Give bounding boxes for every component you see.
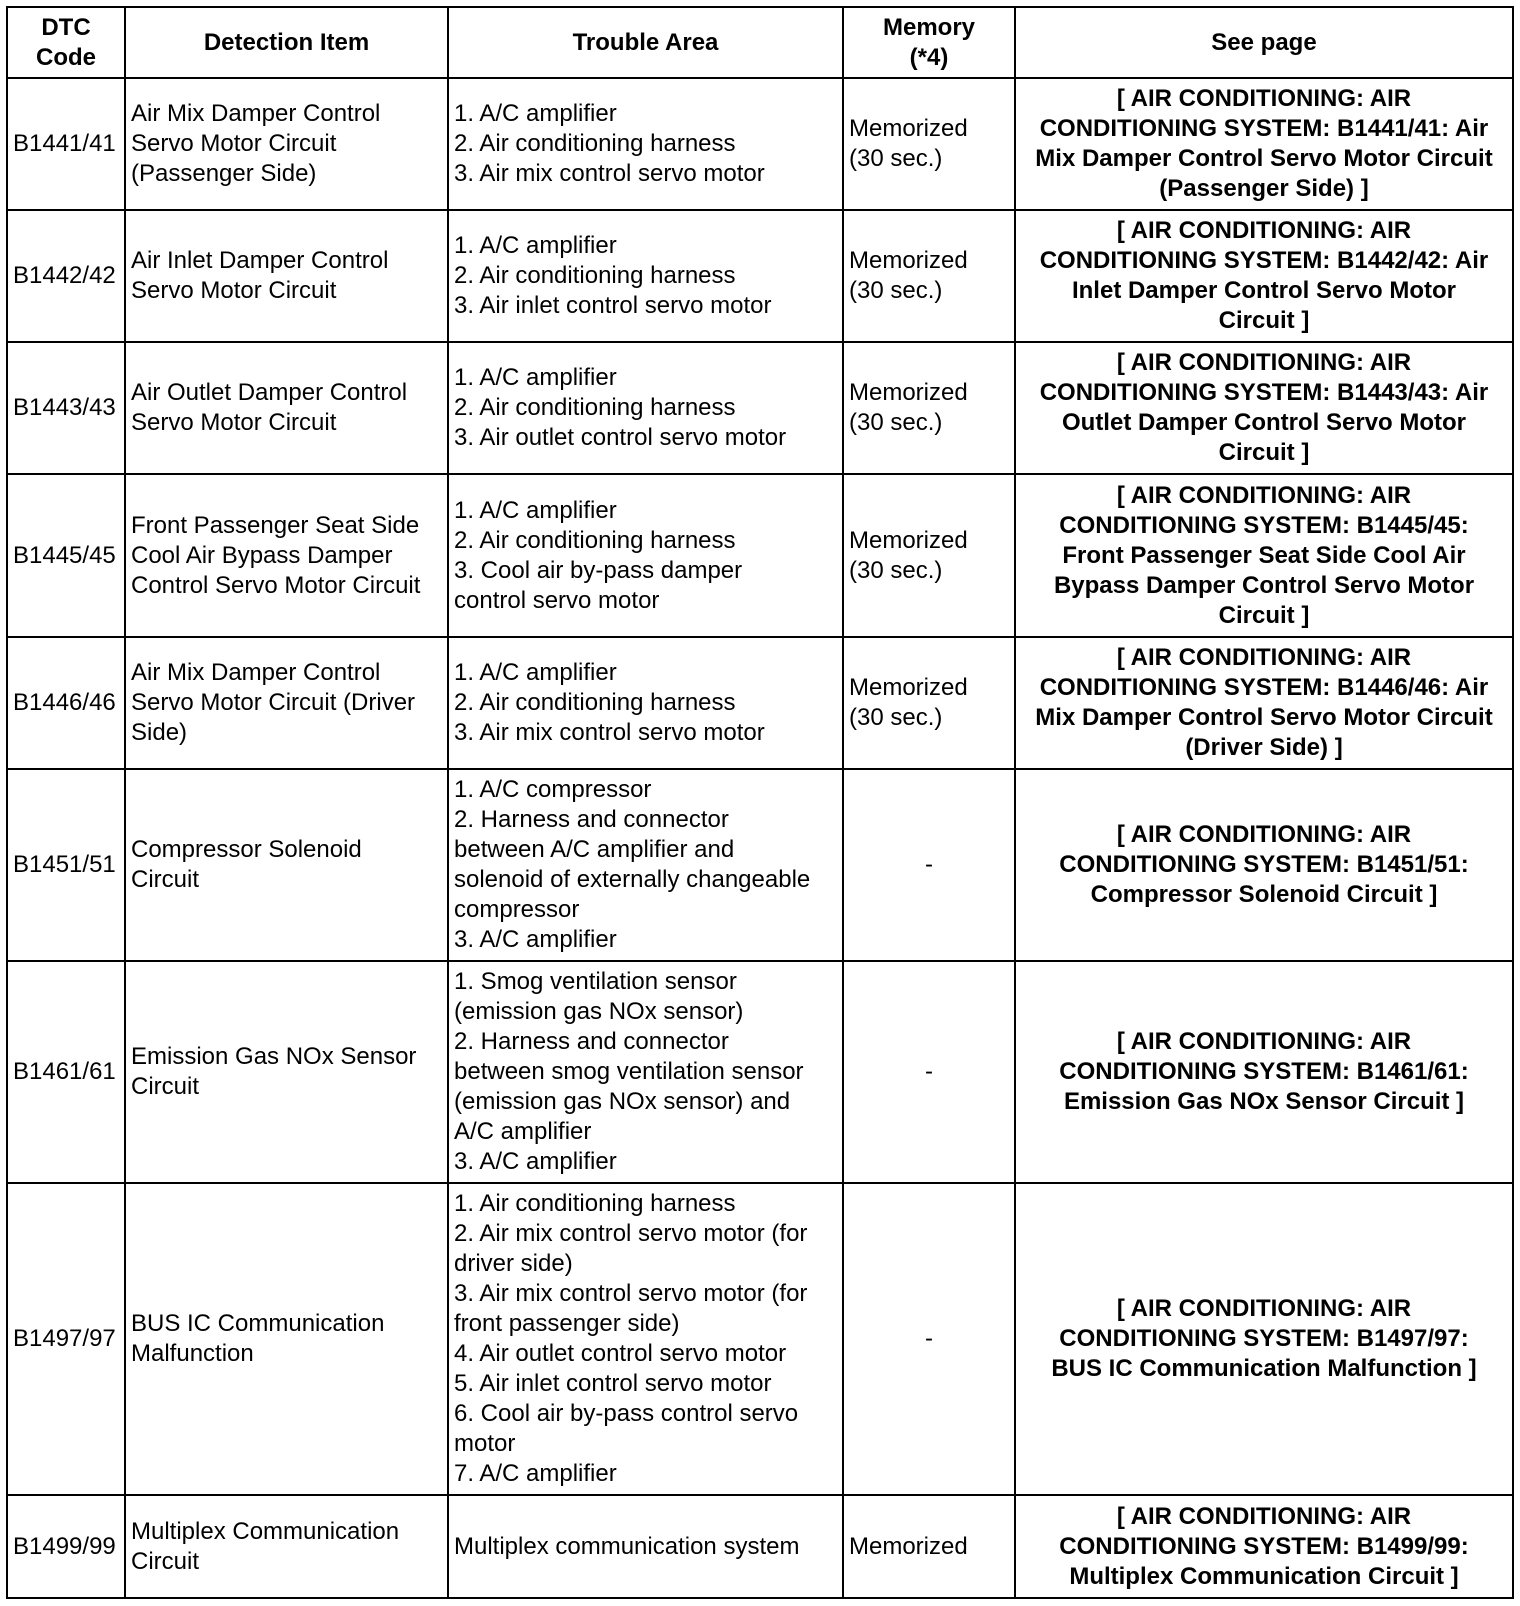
memory-cell-line: Memorized bbox=[849, 247, 968, 274]
table-body bbox=[7, 78, 1513, 1598]
memory-cell bbox=[843, 78, 1015, 210]
trouble-area-cell bbox=[448, 769, 843, 961]
detection-item-cell-line: (Passenger Side) bbox=[131, 160, 317, 187]
dtc-code-cell: B1497/97 bbox=[7, 1183, 125, 1495]
see-page-cell-line: [ AIR CONDITIONING: AIR bbox=[1116, 644, 1412, 671]
trouble-area-cell-line: 2. Air conditioning harness bbox=[454, 394, 736, 421]
memory-cell-line: (30 sec.) bbox=[849, 704, 943, 731]
detection-item-cell bbox=[125, 961, 448, 1183]
see-page-cell-line: Circuit ] bbox=[1218, 439, 1310, 466]
dtc-code-cell: B1446/46 bbox=[7, 637, 125, 769]
see-page-cell bbox=[1015, 769, 1513, 961]
trouble-area-cell-line: 4. Air outlet control servo motor bbox=[454, 1340, 787, 1367]
detection-item-cell-line: Air Inlet Damper Control bbox=[131, 247, 389, 274]
detection-item-cell-line: Side) bbox=[131, 719, 188, 746]
memory-cell-line: - bbox=[925, 1058, 933, 1085]
trouble-area-cell-line: 2. Air mix control servo motor (for bbox=[454, 1220, 808, 1247]
trouble-area-cell-line: 3. A/C amplifier bbox=[454, 926, 617, 953]
table-row bbox=[7, 1495, 1513, 1598]
dtc-code-cell: B1499/99 bbox=[7, 1495, 125, 1598]
see-page-cell-line: [ AIR CONDITIONING: AIR bbox=[1116, 481, 1412, 509]
memory-cell bbox=[843, 474, 1015, 637]
detection-item-cell bbox=[125, 1495, 448, 1598]
table-row bbox=[7, 210, 1513, 342]
table-row bbox=[7, 474, 1513, 637]
see-page-cell-line: [ AIR CONDITIONING: AIR bbox=[1116, 821, 1412, 848]
see-page-cell-line: Mix Damper Control Servo Motor Circuit bbox=[1035, 704, 1493, 731]
trouble-area-cell-line: solenoid of externally changeable bbox=[454, 866, 811, 893]
trouble-area-cell-line: 1. Smog ventilation sensor bbox=[454, 968, 737, 995]
trouble-area-cell-line: 1. A/C amplifier bbox=[454, 100, 617, 127]
trouble-area-cell-line: 6. Cool air by-pass control servo bbox=[454, 1400, 799, 1427]
memory-cell bbox=[843, 1495, 1015, 1598]
see-page-cell-line: Emission Gas NOx Sensor Circuit ] bbox=[1063, 1088, 1465, 1115]
detection-item-cell-line: Circuit bbox=[131, 1073, 200, 1100]
dtc-code-cell: B1443/43 bbox=[7, 342, 125, 474]
header-see-page: See page bbox=[1015, 7, 1513, 78]
detection-item-cell bbox=[125, 342, 448, 474]
detection-item-cell bbox=[125, 1183, 448, 1495]
dtc-code-cell: B1441/41 bbox=[7, 78, 125, 210]
memory-cell-line: - bbox=[925, 1325, 933, 1352]
see-page-cell-line: Multiplex Communication Circuit ] bbox=[1069, 1562, 1459, 1590]
trouble-area-cell-line: front passenger side) bbox=[454, 1310, 680, 1337]
trouble-area-cell-line: A/C amplifier bbox=[454, 1118, 592, 1145]
trouble-area-cell-line: between smog ventilation sensor bbox=[454, 1058, 804, 1085]
see-page-cell-line: [ AIR CONDITIONING: AIR bbox=[1116, 85, 1412, 112]
trouble-area-cell-line: 2. Harness and connector bbox=[454, 806, 729, 833]
see-page-cell-line: Mix Damper Control Servo Motor Circuit bbox=[1035, 145, 1493, 172]
trouble-area-cell-line: 2. Air conditioning harness bbox=[454, 689, 736, 716]
detection-item-cell-line: Air Mix Damper Control bbox=[131, 100, 381, 127]
memory-cell bbox=[843, 342, 1015, 474]
detection-item-cell-line: Servo Motor Circuit bbox=[131, 409, 337, 436]
dtc-code-cell: B1445/45 bbox=[7, 474, 125, 637]
see-page-cell-line: [ AIR CONDITIONING: AIR bbox=[1116, 1028, 1412, 1055]
trouble-area-cell bbox=[448, 342, 843, 474]
detection-item-cell bbox=[125, 769, 448, 961]
detection-item-cell-line: Servo Motor Circuit bbox=[131, 130, 337, 157]
see-page-cell-line: Circuit ] bbox=[1218, 307, 1310, 334]
see-page-cell-line: [ AIR CONDITIONING: AIR bbox=[1116, 217, 1412, 244]
memory-cell bbox=[843, 210, 1015, 342]
see-page-cell-line: CONDITIONING SYSTEM: B1443/43: Air bbox=[1039, 379, 1489, 406]
detection-item-cell-line: Compressor Solenoid bbox=[131, 836, 362, 863]
see-page-cell-line: (Passenger Side) ] bbox=[1159, 175, 1369, 202]
see-page-cell bbox=[1015, 342, 1513, 474]
trouble-area-cell-line: 2. Air conditioning harness bbox=[454, 262, 736, 289]
trouble-area-cell-line: 3. A/C amplifier bbox=[454, 1148, 617, 1175]
trouble-area-cell-line: driver side) bbox=[454, 1250, 573, 1277]
trouble-area-cell-line: 1. Air conditioning harness bbox=[454, 1190, 736, 1217]
trouble-area-cell-line: 7. A/C amplifier bbox=[454, 1460, 617, 1487]
table-row bbox=[7, 637, 1513, 769]
table-row bbox=[7, 78, 1513, 210]
detection-item-cell bbox=[125, 210, 448, 342]
detection-item-cell bbox=[125, 474, 448, 637]
see-page-cell-line: Outlet Damper Control Servo Motor bbox=[1061, 409, 1467, 436]
detection-item-cell-line: Control Servo Motor Circuit bbox=[131, 571, 421, 599]
table-row bbox=[7, 1183, 1513, 1495]
table-row bbox=[7, 342, 1513, 474]
detection-item-cell bbox=[125, 78, 448, 210]
see-page-cell-line: Circuit ] bbox=[1218, 601, 1310, 629]
trouble-area-cell-line: 3. Cool air by-pass damper bbox=[454, 556, 743, 584]
trouble-area-cell bbox=[448, 1183, 843, 1495]
see-page-cell bbox=[1015, 1495, 1513, 1598]
trouble-area-cell-line: Multiplex communication system bbox=[454, 1532, 800, 1560]
see-page-cell-line: CONDITIONING SYSTEM: B1445/45: bbox=[1059, 511, 1469, 539]
trouble-area-cell-line: motor bbox=[454, 1430, 516, 1457]
see-page-cell-line: Front Passenger Seat Side Cool Air bbox=[1062, 541, 1466, 569]
table-row bbox=[7, 961, 1513, 1183]
detection-item-cell-line: Malfunction bbox=[131, 1340, 254, 1367]
trouble-area-cell-line: (emission gas NOx sensor) and bbox=[454, 1088, 791, 1115]
detection-item-cell-line: Emission Gas NOx Sensor bbox=[131, 1043, 417, 1070]
see-page-cell-line: CONDITIONING SYSTEM: B1497/97: bbox=[1059, 1325, 1469, 1352]
header-detection-item: Detection Item bbox=[125, 7, 448, 78]
detection-item-cell-line: BUS IC Communication bbox=[131, 1310, 385, 1337]
memory-cell-line: Memorized bbox=[849, 1532, 968, 1560]
trouble-area-cell bbox=[448, 1495, 843, 1598]
dtc-table bbox=[6, 6, 1514, 1599]
dtc-code-cell: B1461/61 bbox=[7, 961, 125, 1183]
memory-cell-line: Memorized bbox=[849, 115, 968, 142]
see-page-cell-line: Compressor Solenoid Circuit ] bbox=[1090, 881, 1438, 908]
trouble-area-cell-line: 3. Air mix control servo motor (for bbox=[454, 1280, 808, 1307]
detection-item-cell-line: Multiplex Communication bbox=[131, 1517, 400, 1545]
dtc-code-cell: B1442/42 bbox=[7, 210, 125, 342]
memory-cell-line: (30 sec.) bbox=[849, 277, 943, 304]
memory-cell-line: - bbox=[925, 851, 933, 878]
table-header bbox=[7, 7, 1513, 78]
header-trouble-area: Trouble Area bbox=[448, 7, 843, 78]
memory-cell-line: Memorized bbox=[849, 379, 968, 406]
trouble-area-cell-line: 1. A/C amplifier bbox=[454, 659, 617, 686]
see-page-cell-line: BUS IC Communication Malfunction ] bbox=[1051, 1355, 1477, 1382]
detection-item-cell-line: Circuit bbox=[131, 866, 200, 893]
header-row bbox=[7, 7, 1513, 78]
trouble-area-cell-line: (emission gas NOx sensor) bbox=[454, 998, 744, 1025]
see-page-cell bbox=[1015, 961, 1513, 1183]
see-page-cell bbox=[1015, 637, 1513, 769]
see-page-cell-line: CONDITIONING SYSTEM: B1441/41: Air bbox=[1039, 115, 1489, 142]
detection-item-cell-line: Air Mix Damper Control bbox=[131, 659, 381, 686]
see-page-cell bbox=[1015, 210, 1513, 342]
dtc-code-cell: B1451/51 bbox=[7, 769, 125, 961]
see-page-cell-line: [ AIR CONDITIONING: AIR bbox=[1116, 1295, 1412, 1322]
header-dtc-code: DTC Code bbox=[7, 7, 125, 78]
memory-cell bbox=[843, 769, 1015, 961]
detection-item-cell-line: Front Passenger Seat Side bbox=[131, 511, 420, 539]
trouble-area-cell bbox=[448, 210, 843, 342]
trouble-area-cell bbox=[448, 474, 843, 637]
memory-cell bbox=[843, 961, 1015, 1183]
see-page-cell bbox=[1015, 78, 1513, 210]
trouble-area-cell-line: compressor bbox=[454, 896, 580, 923]
see-page-cell-line: CONDITIONING SYSTEM: B1499/99: bbox=[1059, 1532, 1469, 1560]
trouble-area-cell-line: 1. A/C amplifier bbox=[454, 364, 617, 391]
detection-item-cell-line: Servo Motor Circuit (Driver bbox=[131, 689, 416, 716]
trouble-area-cell-line: between A/C amplifier and bbox=[454, 836, 735, 863]
see-page-cell-line: CONDITIONING SYSTEM: B1451/51: bbox=[1059, 851, 1469, 878]
trouble-area-cell-line: 3. Air outlet control servo motor bbox=[454, 424, 787, 451]
detection-item-cell-line: Circuit bbox=[131, 1547, 200, 1575]
memory-cell-line: Memorized bbox=[849, 526, 968, 554]
table-row bbox=[7, 769, 1513, 961]
see-page-cell-line: CONDITIONING SYSTEM: B1442/42: Air bbox=[1039, 247, 1489, 274]
trouble-area-cell-line: 5. Air inlet control servo motor bbox=[454, 1370, 772, 1397]
trouble-area-cell bbox=[448, 637, 843, 769]
header-memory: Memory (*4) bbox=[843, 7, 1015, 78]
see-page-cell-line: (Driver Side) ] bbox=[1185, 734, 1343, 761]
trouble-area-cell-line: 2. Air conditioning harness bbox=[454, 130, 736, 157]
trouble-area-cell bbox=[448, 961, 843, 1183]
memory-cell bbox=[843, 1183, 1015, 1495]
detection-item-cell-line: Servo Motor Circuit bbox=[131, 277, 337, 304]
see-page-cell-line: CONDITIONING SYSTEM: B1461/61: bbox=[1059, 1058, 1469, 1085]
trouble-area-cell-line: 3. Air mix control servo motor bbox=[454, 719, 765, 746]
trouble-area-cell-line: 1. A/C compressor bbox=[454, 776, 652, 803]
see-page-cell-line: [ AIR CONDITIONING: AIR bbox=[1116, 1502, 1412, 1530]
see-page-cell-line: [ AIR CONDITIONING: AIR bbox=[1116, 349, 1412, 376]
detection-item-cell bbox=[125, 637, 448, 769]
see-page-cell bbox=[1015, 474, 1513, 637]
see-page-cell-line: CONDITIONING SYSTEM: B1446/46: Air bbox=[1039, 674, 1489, 701]
trouble-area-cell-line: 1. A/C amplifier bbox=[454, 232, 617, 259]
see-page-cell-line: Inlet Damper Control Servo Motor bbox=[1071, 277, 1457, 304]
trouble-area-cell-line: 2. Harness and connector bbox=[454, 1028, 729, 1055]
memory-cell-line: (30 sec.) bbox=[849, 409, 943, 436]
memory-cell bbox=[843, 637, 1015, 769]
trouble-area-cell-line: 1. A/C amplifier bbox=[454, 496, 617, 524]
trouble-area-cell-line: control servo motor bbox=[454, 586, 660, 614]
memory-cell-line: Memorized bbox=[849, 674, 968, 701]
trouble-area-cell-line: 3. Air mix control servo motor bbox=[454, 160, 765, 187]
memory-cell-line: (30 sec.) bbox=[849, 145, 943, 172]
detection-item-cell-line: Air Outlet Damper Control bbox=[131, 379, 408, 406]
trouble-area-cell-line: 2. Air conditioning harness bbox=[454, 526, 736, 554]
detection-item-cell-line: Cool Air Bypass Damper bbox=[131, 541, 393, 569]
trouble-area-cell bbox=[448, 78, 843, 210]
see-page-cell-line: Bypass Damper Control Servo Motor bbox=[1053, 571, 1475, 599]
see-page-cell bbox=[1015, 1183, 1513, 1495]
memory-cell-line: (30 sec.) bbox=[849, 556, 943, 584]
trouble-area-cell-line: 3. Air inlet control servo motor bbox=[454, 292, 772, 319]
